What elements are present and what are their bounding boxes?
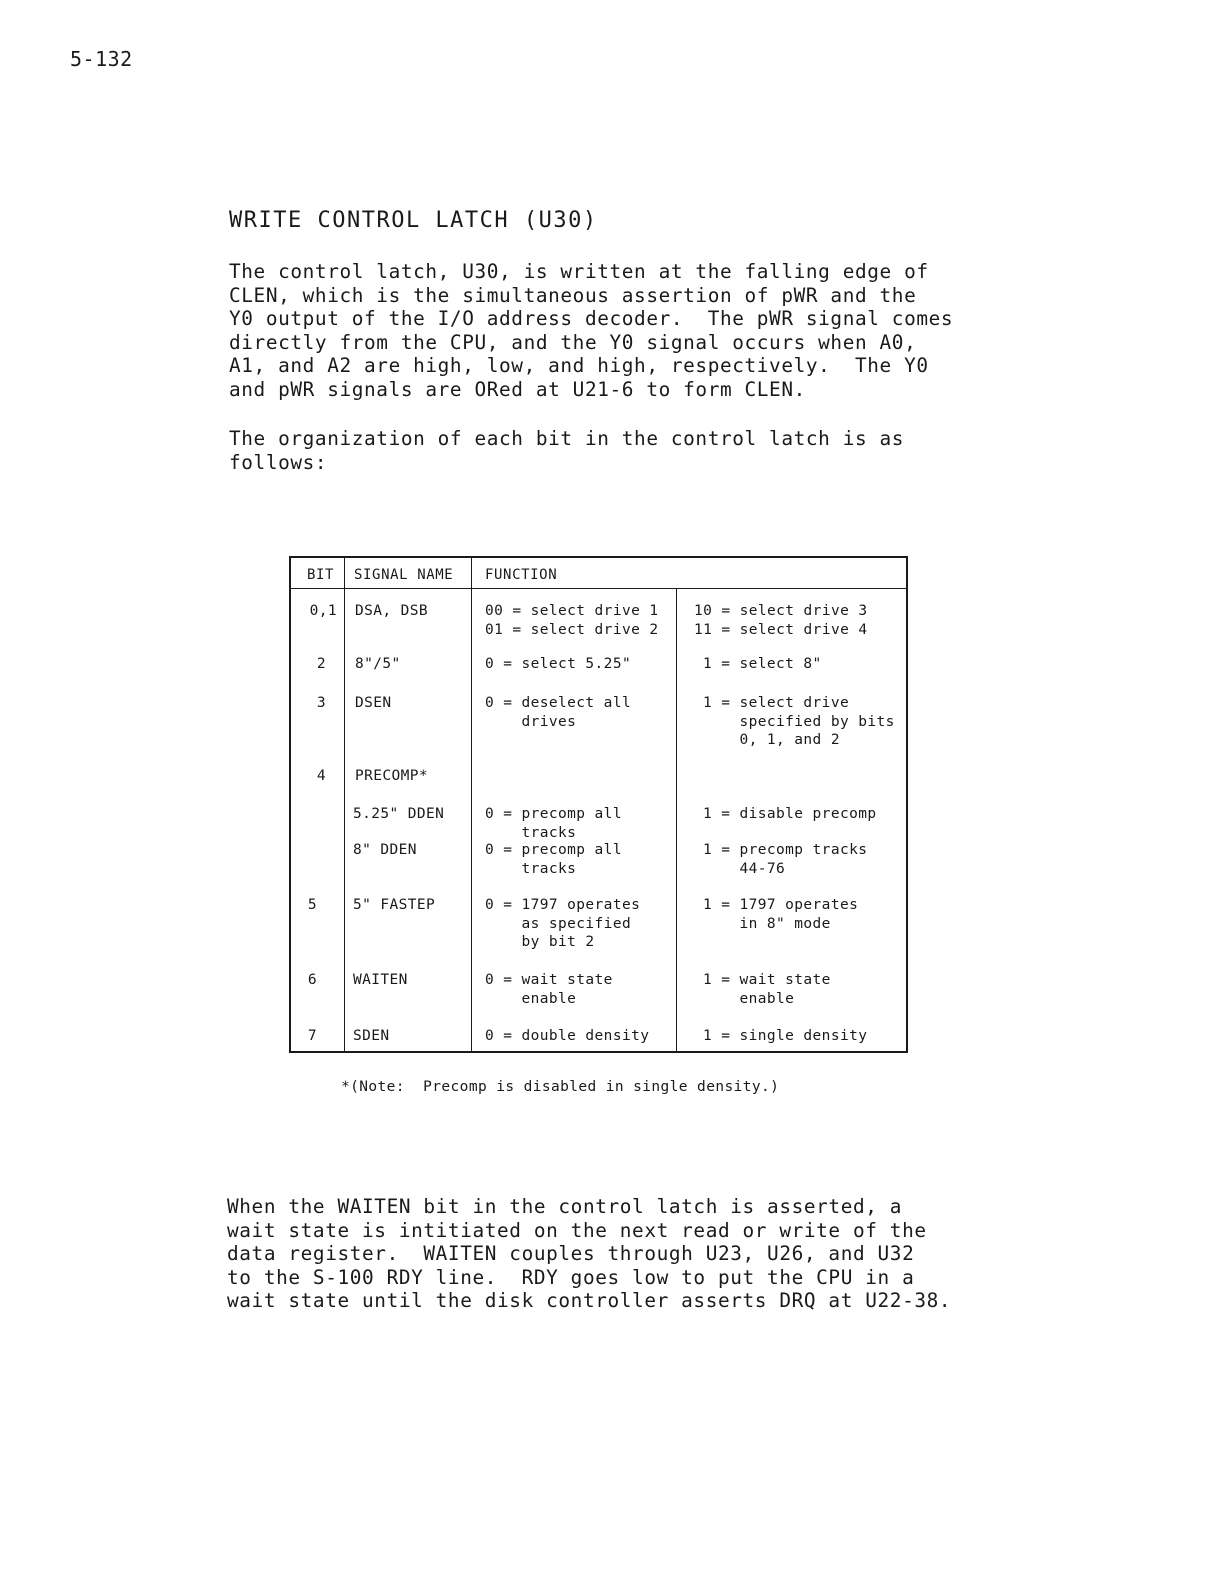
row-signal: DSA, DSB xyxy=(355,603,429,619)
column-divider xyxy=(471,558,472,1051)
row-function-zero: 0 = select 5.25" xyxy=(485,656,632,672)
control-latch-table xyxy=(289,556,908,1053)
row-signal: 8" DDEN xyxy=(353,842,417,858)
header-signal-name: SIGNAL NAME xyxy=(354,567,454,583)
row-bit: 5 xyxy=(307,897,317,913)
row-signal: WAITEN xyxy=(353,972,408,988)
header-bit: BIT xyxy=(307,567,335,583)
row-function-one: 1 = disable precomp xyxy=(703,806,877,822)
row-function-zero: 0 = wait state enable xyxy=(485,972,613,1007)
header-divider xyxy=(291,588,906,589)
column-divider xyxy=(344,558,345,1051)
row-function-one: 1 = 1797 operates in 8" mode xyxy=(703,897,859,932)
row-function-one: 1 = wait state enable xyxy=(703,972,831,1007)
row-signal: 5" FASTEP xyxy=(353,897,436,913)
row-function-one: 10 = select drive 3 11 = select drive 4 xyxy=(694,603,868,638)
row-signal: 5.25" DDEN xyxy=(353,806,445,822)
row-bit: 7 xyxy=(307,1028,317,1044)
row-function-zero: 0 = double density xyxy=(485,1028,650,1044)
row-function-zero: 0 = deselect all drives xyxy=(485,695,632,730)
organization-paragraph: The organization of each bit in the control latch is as follows: xyxy=(229,427,905,474)
row-function-zero: 0 = precomp all tracks xyxy=(485,842,622,877)
waiten-paragraph: When the WAITEN bit in the control latch is asserted, a wait state is intitiated on the next read or write of the data register. WAITEN couples through U23, U26, and U32 to the S-100 RDY line. RDY goes low to put the CPU in a wait state until the disk controller asserts DRQ at U22-38. xyxy=(227,1195,952,1313)
row-bit: 4 xyxy=(316,768,326,784)
intro-paragraph: The control latch, U30, is written at the falling edge of CLEN, which is the simultaneous assertion of pWR and the Y0 output of the I/O address decoder. The pWR signal comes directly from the CPU, and the Y0 signal occurs when A0, A1, and A2 are high, low, and high, respectively. The Y0 and pWR signals are ORed at U21-6 to form CLEN. xyxy=(229,260,954,401)
column-divider xyxy=(676,589,677,1051)
row-signal: SDEN xyxy=(353,1028,390,1044)
section-title: WRITE CONTROL LATCH (U30) xyxy=(229,208,598,233)
row-bit: 6 xyxy=(307,972,317,988)
row-bit: 2 xyxy=(316,656,326,672)
row-bit: 3 xyxy=(316,695,326,711)
header-function: FUNCTION xyxy=(485,567,558,583)
row-signal: DSEN xyxy=(355,695,392,711)
row-function-one: 1 = select drive specified by bits 0, 1, and 2 xyxy=(703,695,895,748)
page-number: 5-132 xyxy=(70,47,133,71)
row-function-one: 1 = single density xyxy=(703,1028,868,1044)
row-bit: 0,1 xyxy=(309,603,337,619)
row-function-zero: 00 = select drive 1 01 = select drive 2 xyxy=(485,603,659,638)
row-signal: PRECOMP* xyxy=(355,768,429,784)
row-function-one: 1 = precomp tracks 44-76 xyxy=(703,842,868,877)
row-function-zero: 0 = 1797 operates as specified by bit 2 xyxy=(485,897,641,950)
row-function-zero: 0 = precomp all tracks xyxy=(485,806,622,841)
row-function-one: 1 = select 8" xyxy=(703,656,822,672)
row-signal: 8"/5" xyxy=(355,656,401,672)
table-footnote: *(Note: Precomp is disabled in single density.) xyxy=(341,1079,780,1095)
